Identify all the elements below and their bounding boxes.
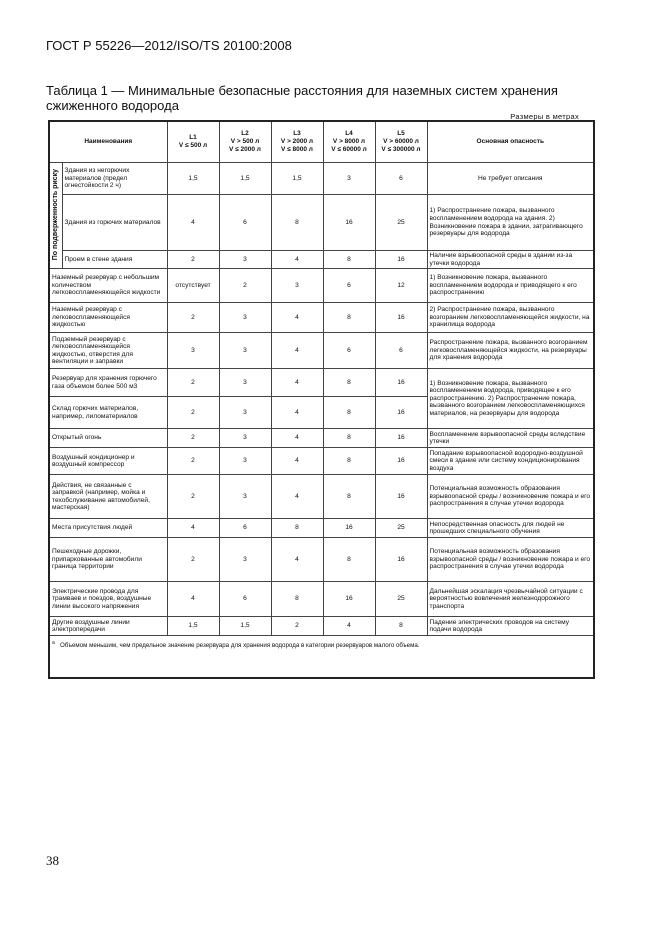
- table-row: [49, 519, 594, 538]
- hazard-cell: Попадание взрывоопасной водородно-воздушной смеси в здание или систему кондиционирования воздуха: [427, 448, 594, 475]
- row-name: Подземный резервуар с легковоспламеняющейся жидкостью, отверстия для вентиляции и заправки: [49, 333, 167, 369]
- l1-value: 2: [167, 397, 219, 429]
- l5-value: 25: [375, 519, 427, 538]
- table-row: [49, 475, 594, 519]
- l4-value: 16: [323, 195, 375, 251]
- hazard-cell: Непосредственная опасность для людей не прошедших специального обучения: [427, 519, 594, 538]
- l5-value: 16: [375, 251, 427, 269]
- table-row: [49, 251, 594, 269]
- hazard-cell: Распространение пожара, вызванного возгоранием легковоспламеняющейся жидкости, на резервуары для хранения водорода: [427, 333, 594, 369]
- row-name: Другие воздушные линии электропередачи: [49, 617, 167, 636]
- row-name: Резервуар для хранения горючего газа объемом более 500 м3: [49, 369, 167, 397]
- row-name: Пешеходные дорожки, припаркованные автомобили граница территории: [49, 538, 167, 582]
- l2-value: 1,5: [219, 617, 271, 636]
- col-l4-header: L4 V > 8000 л V ≤ 60000 л: [323, 121, 375, 163]
- l3-value: 4: [271, 448, 323, 475]
- l3-value: 4: [271, 369, 323, 397]
- l3-value: 4: [271, 333, 323, 369]
- l1-value: 1,5: [167, 617, 219, 636]
- l4-value: 16: [323, 582, 375, 617]
- l2-value: 3: [219, 251, 271, 269]
- l2-value: 3: [219, 448, 271, 475]
- row-name: Действия, не связанные с заправкой (например, мойка и техобслуживание автомобилей, мастерская): [49, 475, 167, 519]
- l1-value: отсутствует: [167, 269, 219, 303]
- l1-value: 2: [167, 475, 219, 519]
- table-title: Таблица 1 — Минимальные безопасные расстояния для наземных систем хранения сжиженного водорода: [46, 83, 558, 113]
- document-header: ГОСТ Р 55226—2012/ISO/TS 20100:2008: [46, 38, 292, 53]
- col-l1-header: L1 V ≤ 500 л: [167, 121, 219, 163]
- l4-value: 8: [323, 303, 375, 333]
- hazard-cell: Потенциальная возможность образования взрывоопасной среды / возникновение пожара и его распространения в случае утечки водорода: [427, 538, 594, 582]
- row-name: Наземный резервуар с легковоспламеняющейся жидкостью: [49, 303, 167, 333]
- l1-value: 1,5: [167, 163, 219, 195]
- units-note: Размеры в метрах: [510, 112, 579, 121]
- l1-value: 4: [167, 519, 219, 538]
- table-row: [49, 582, 594, 617]
- l2-value: 1,5: [219, 163, 271, 195]
- hazard-cell: Наличие взрывоопасной среды в здании из-за утечки водорода: [427, 251, 594, 269]
- l5-value: 16: [375, 475, 427, 519]
- l1-value: 4: [167, 195, 219, 251]
- l1-value: 2: [167, 538, 219, 582]
- l3-value: 4: [271, 475, 323, 519]
- l2-value: 3: [219, 333, 271, 369]
- l5-value: 16: [375, 538, 427, 582]
- l3-value: 1,5: [271, 163, 323, 195]
- l3-value: 3: [271, 269, 323, 303]
- l5-value: 25: [375, 195, 427, 251]
- hazard-cell: Потенциальная возможность образования взрывоопасной среды / возникновение пожара и его распространения в случае утечки водорода: [427, 475, 594, 519]
- l4-value: 8: [323, 448, 375, 475]
- l2-value: 6: [219, 195, 271, 251]
- l2-value: 3: [219, 538, 271, 582]
- l2-value: 3: [219, 369, 271, 397]
- l4-value: 6: [323, 333, 375, 369]
- hazard-cell: 1) Распространение пожара, вызванного воспламенением водорода на здания. 2) Возникновение пожара в здании, затрагивающего резервуары для водорода: [427, 195, 594, 251]
- row-name: Воздушный кондиционер и воздушный компрессор: [49, 448, 167, 475]
- l5-value: 12: [375, 269, 427, 303]
- footnote-row: [49, 636, 594, 679]
- l4-value: 6: [323, 269, 375, 303]
- l3-value: 8: [271, 519, 323, 538]
- table-row: [49, 195, 594, 251]
- col-l5-header: L5 V > 60000 л V ≤ 300000 л: [375, 121, 427, 163]
- l4-value: 4: [323, 617, 375, 636]
- l2-value: 2: [219, 269, 271, 303]
- row-name: Наземный резервуар с небольшим количеством легковоспламеняющейся жидкости: [49, 269, 167, 303]
- row-name: Места присутствия людей: [49, 519, 167, 538]
- l4-value: 8: [323, 397, 375, 429]
- table-row: [49, 429, 594, 448]
- l4-value: 3: [323, 163, 375, 195]
- row-name: Электрические провода для трамваев и поездов, воздушные линии высокого напряжения: [49, 582, 167, 617]
- l5-value: 6: [375, 163, 427, 195]
- row-name: Проем в стене здания: [62, 251, 167, 269]
- l1-value: 2: [167, 251, 219, 269]
- col-l2-header: L2 V > 500 л V ≤ 2000 л: [219, 121, 271, 163]
- l5-value: 16: [375, 429, 427, 448]
- l2-value: 3: [219, 429, 271, 448]
- l5-value: 8: [375, 617, 427, 636]
- col-l3-header: L3 V > 2000 л V ≤ 8000 л: [271, 121, 323, 163]
- table-row: [49, 448, 594, 475]
- table-row: [49, 538, 594, 582]
- group-label-cell: [49, 163, 62, 269]
- table-row: [49, 269, 594, 303]
- footnote-mark: a: [52, 640, 55, 647]
- l4-value: 16: [323, 519, 375, 538]
- l1-value: 2: [167, 303, 219, 333]
- l5-value: 25: [375, 582, 427, 617]
- hazard-cell: 1) Возникновение пожара, вызванного воспламенением водорода, приводящее к его распространению. 2) Распространение пожара, вызванного возгоранием легковоспламеняющихся материалов, на резервуары для водорода: [427, 369, 594, 429]
- l4-value: 8: [323, 369, 375, 397]
- table-row: [49, 617, 594, 636]
- row-name: Здания из негорючих материалов (предел огнестойкости 2 ч): [62, 163, 167, 195]
- l1-value: 2: [167, 369, 219, 397]
- l5-value: 16: [375, 303, 427, 333]
- l1-value: 2: [167, 448, 219, 475]
- table-row: [49, 163, 594, 195]
- l3-value: 4: [271, 251, 323, 269]
- l2-value: 3: [219, 303, 271, 333]
- table-header-row: [49, 121, 594, 163]
- l5-value: 16: [375, 369, 427, 397]
- table-row: [49, 333, 594, 369]
- l3-value: 4: [271, 429, 323, 448]
- l1-value: 3: [167, 333, 219, 369]
- l4-value: 8: [323, 475, 375, 519]
- hazard-cell: Падение электрических проводов на систему подачи водорода: [427, 617, 594, 636]
- l4-value: 8: [323, 251, 375, 269]
- table-row: [49, 369, 594, 397]
- col-hazard-header: Основная опасность: [427, 121, 594, 163]
- row-name: Открытый огонь: [49, 429, 167, 448]
- l4-value: 8: [323, 538, 375, 582]
- l3-value: 4: [271, 538, 323, 582]
- l2-value: 6: [219, 519, 271, 538]
- l5-value: 16: [375, 397, 427, 429]
- l3-value: 4: [271, 397, 323, 429]
- page-number: 38: [46, 853, 59, 868]
- hazard-cell: 2) Распространение пожара, вызванного возгоранием легковоспламеняющейся жидкости, на хранилища водорода: [427, 303, 594, 333]
- l5-value: 6: [375, 333, 427, 369]
- hazard-cell: 1) Возникновение пожара, вызванного воспламенением водорода и приводящего к его распространению: [427, 269, 594, 303]
- footnote: [49, 636, 594, 679]
- hazard-cell: Дальнейшая эскалация чрезвычайной ситуации с вероятностью вовлечения железнодорожного транспорта: [427, 582, 594, 617]
- l5-value: 16: [375, 448, 427, 475]
- hazard-cell: Воспламенение взрывоопасной среды вследствие утечки: [427, 429, 594, 448]
- l1-value: 4: [167, 582, 219, 617]
- table-row: [49, 303, 594, 333]
- l2-value: 3: [219, 475, 271, 519]
- l3-value: 2: [271, 617, 323, 636]
- group-label: По подверженность риску: [52, 168, 59, 260]
- col-name-header: Наименования: [49, 121, 167, 163]
- l4-value: 8: [323, 429, 375, 448]
- footnote-text: Объемом меньшим, чем предельное значение резервуара для хранения водорода в категории резервуаров малого объема.: [59, 642, 420, 650]
- l3-value: 8: [271, 582, 323, 617]
- hazard-cell: Не требует описания: [427, 163, 594, 195]
- row-name: Здания из горючих материалов: [62, 195, 167, 251]
- safety-distance-table: [48, 120, 595, 679]
- l1-value: 2: [167, 429, 219, 448]
- l3-value: 8: [271, 195, 323, 251]
- l3-value: 4: [271, 303, 323, 333]
- l2-value: 3: [219, 397, 271, 429]
- row-name: Склад горючих материалов, например, лиломатериалов: [49, 397, 167, 429]
- l2-value: 6: [219, 582, 271, 617]
